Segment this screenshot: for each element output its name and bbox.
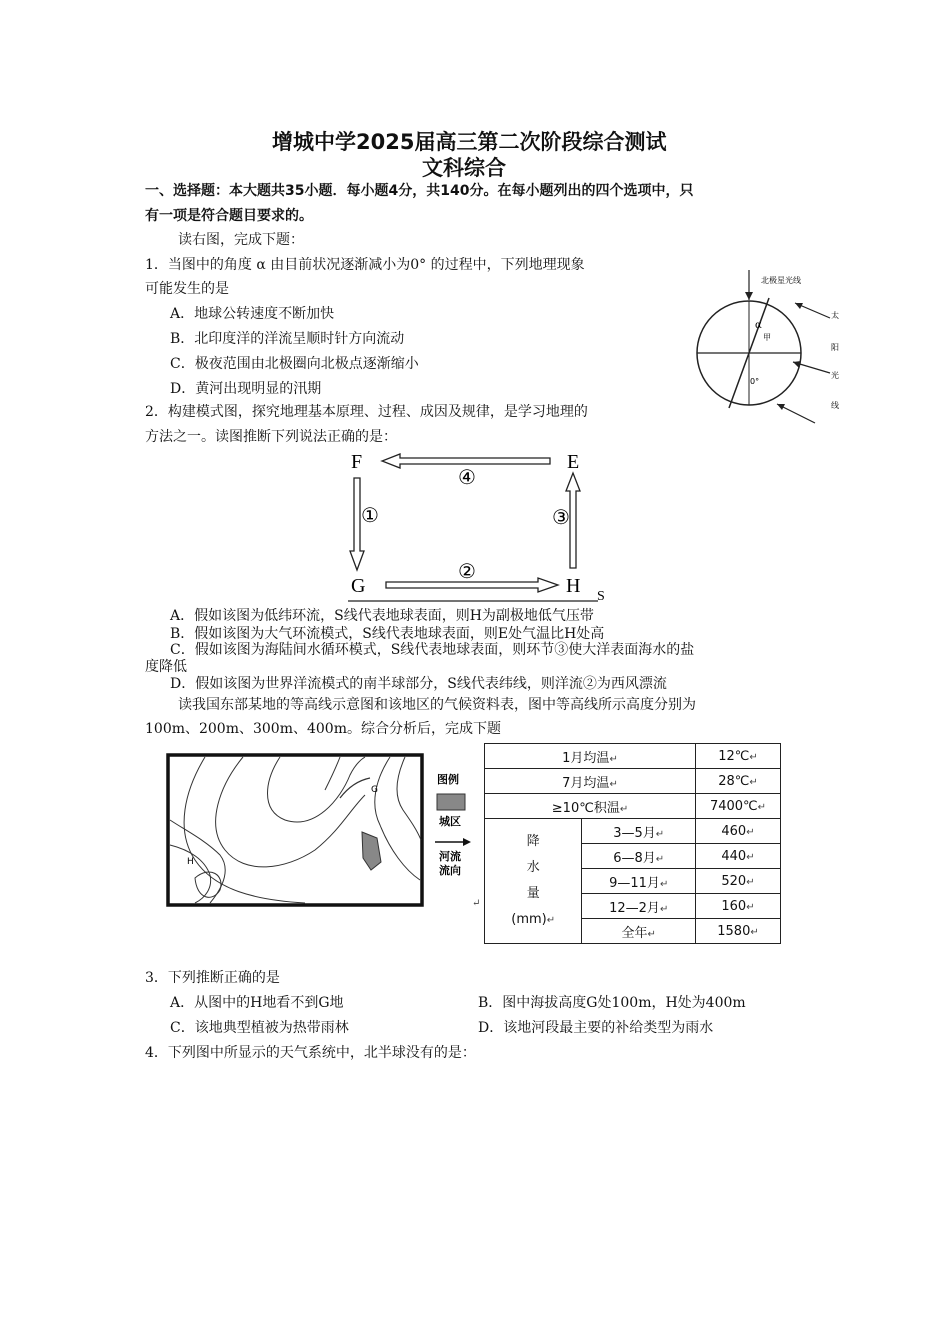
q2-stem-line1: 2．构建模式图，探究地理基本原理、过程、成因及规律，是学习地理的: [145, 404, 588, 420]
q2-option-c: C．假如该图为海陆间水循环模式，S线代表地球表面，则环节③使大洋表面海水的盐: [170, 642, 695, 658]
label-2: ②: [458, 559, 476, 583]
q2-stem-line2: 方法之一。读图推断下列说法正确的是：: [145, 429, 397, 445]
cell-value: 460↵: [696, 819, 781, 844]
city-area: [362, 832, 381, 870]
cell-period: 全年↵: [582, 919, 696, 944]
legend-city-swatch: [437, 794, 465, 810]
label-3: ③: [552, 505, 570, 529]
label-4: ④: [458, 465, 476, 489]
map-frame: [168, 755, 422, 905]
cell-value: 520↵: [696, 869, 781, 894]
cell-period: 3—5月↵: [582, 819, 696, 844]
q3-stem: 3．下列推断正确的是: [145, 970, 280, 986]
contour-closed: [195, 872, 221, 897]
climate-table: [484, 743, 781, 944]
contour-line: [216, 757, 365, 867]
zero-degree-label: 0°: [750, 377, 760, 386]
cell-period: 12—2月↵: [582, 894, 696, 919]
cell-value: 7400℃↵: [696, 794, 781, 819]
cell-period: 6—8月↵: [582, 844, 696, 869]
legend-river-1: 河流: [439, 850, 461, 863]
earth-illumination-figure: [695, 258, 850, 433]
contour-map: [165, 750, 480, 910]
sun-char-3: 光: [831, 371, 839, 380]
q1-option-c: C．极夜范围由北极圈向北极点逐渐缩小: [170, 356, 419, 372]
cell-label: 1月均温↵: [485, 744, 696, 769]
sun-char-2: 阳: [831, 343, 839, 352]
q4-stem: 4．下列图中所显示的天气系统中，北半球没有的是：: [145, 1045, 476, 1061]
q1-stem-line1: 1．当图中的角度 α 由目前状况逐渐减小为0° 的过程中，下列地理现象: [145, 257, 585, 273]
polaris-label: 北极星光线: [761, 276, 801, 285]
exam-subtitle: 文科综合: [422, 156, 506, 180]
legend-city: 城区: [439, 815, 461, 828]
contour-line: [375, 757, 420, 880]
node-g: G: [351, 575, 366, 597]
exam-title: 增城中学2025届高三第二次阶段综合测试: [272, 130, 667, 154]
q1-option-d: D．黄河出现明显的汛期: [170, 381, 322, 397]
q1-stem-line2: 可能发生的是: [145, 281, 229, 297]
q3-option-b: B．图中海拔高度G处100m，H处为400m: [478, 995, 746, 1011]
table-row: [485, 744, 781, 769]
cell-label: 7月均温↵: [485, 769, 696, 794]
node-e: E: [567, 451, 580, 473]
cell-label: ≥10℃积温↵: [485, 794, 696, 819]
label-1: ①: [361, 503, 379, 527]
q2-option-c-continued: 度降低: [145, 659, 187, 675]
q2-option-a: A．假如该图为低纬环流，S线代表地球表面，则H为副极地低气压带: [170, 608, 594, 624]
section-instruction-line1: 一、选择题：本大题共35小题．每小题4分，共140分。在每小题列出的四个选项中，只: [145, 183, 694, 199]
table-row: [485, 819, 781, 844]
intro-3-line1: 读我国东部某地的等高线示意图和该地区的气候资料表，图中等高线所示高度分别为: [178, 697, 696, 713]
intro-3-line2: 100m、200m、300m、400m。综合分析后，完成下题: [145, 721, 501, 737]
section-instruction-line2: 有一项是符合题目要求的。: [145, 208, 313, 224]
node-h: H: [566, 575, 581, 597]
contour-line: [184, 757, 305, 903]
q3-option-d: D．该地河段最主要的补给类型为雨水: [478, 1020, 714, 1036]
sun-char-1: 太: [831, 311, 839, 320]
node-f: F: [351, 451, 363, 473]
cell-period: 9—11月↵: [582, 869, 696, 894]
q2-option-d: D．假如该图为世界洋流模式的南半球部分，S线代表纬线，则洋流②为西风漂流: [170, 676, 667, 692]
q2-option-b: B．假如该图为大气环流模式，S线代表地球表面，则E处气温比H处高: [170, 626, 605, 642]
line-s: S: [597, 589, 605, 604]
cell-value: 440↵: [696, 844, 781, 869]
polaris-arrowhead: [745, 292, 753, 300]
precip-label-cell: 降 水 量 (mm)↵: [485, 819, 582, 944]
q3-option-a: A．从图中的H地看不到G地: [170, 995, 344, 1011]
sun-char-4: 线: [831, 401, 839, 410]
legend-river-2: 流向: [439, 864, 461, 877]
contour-line: [170, 845, 211, 903]
q1-option-b: B．北印度洋的洋流呈顺时针方向流动: [170, 331, 405, 347]
contour-line: [397, 757, 421, 840]
map-label-h: H: [187, 857, 194, 867]
cell-value: 12℃↵: [696, 744, 781, 769]
cell-value: 160↵: [696, 894, 781, 919]
intro-1: 读右图，完成下题：: [178, 232, 304, 248]
q3-option-c: C．该地典型植被为热带雨林: [170, 1020, 349, 1036]
legend-title: 图例: [437, 773, 459, 786]
alpha-label: α: [755, 320, 762, 331]
table-row: [485, 769, 781, 794]
map-label-g: G: [371, 785, 378, 795]
cell-value: 28℃↵: [696, 769, 781, 794]
table-row: [485, 794, 781, 819]
para-mark: ↵: [472, 898, 481, 909]
cell-value: 1580↵: [696, 919, 781, 944]
cycle-diagram: [340, 446, 620, 606]
contour-line: [325, 757, 340, 790]
river-segment: [340, 778, 370, 798]
q1-option-a: A．地球公转速度不断加快: [170, 306, 335, 322]
jia-label: 甲: [763, 333, 771, 342]
